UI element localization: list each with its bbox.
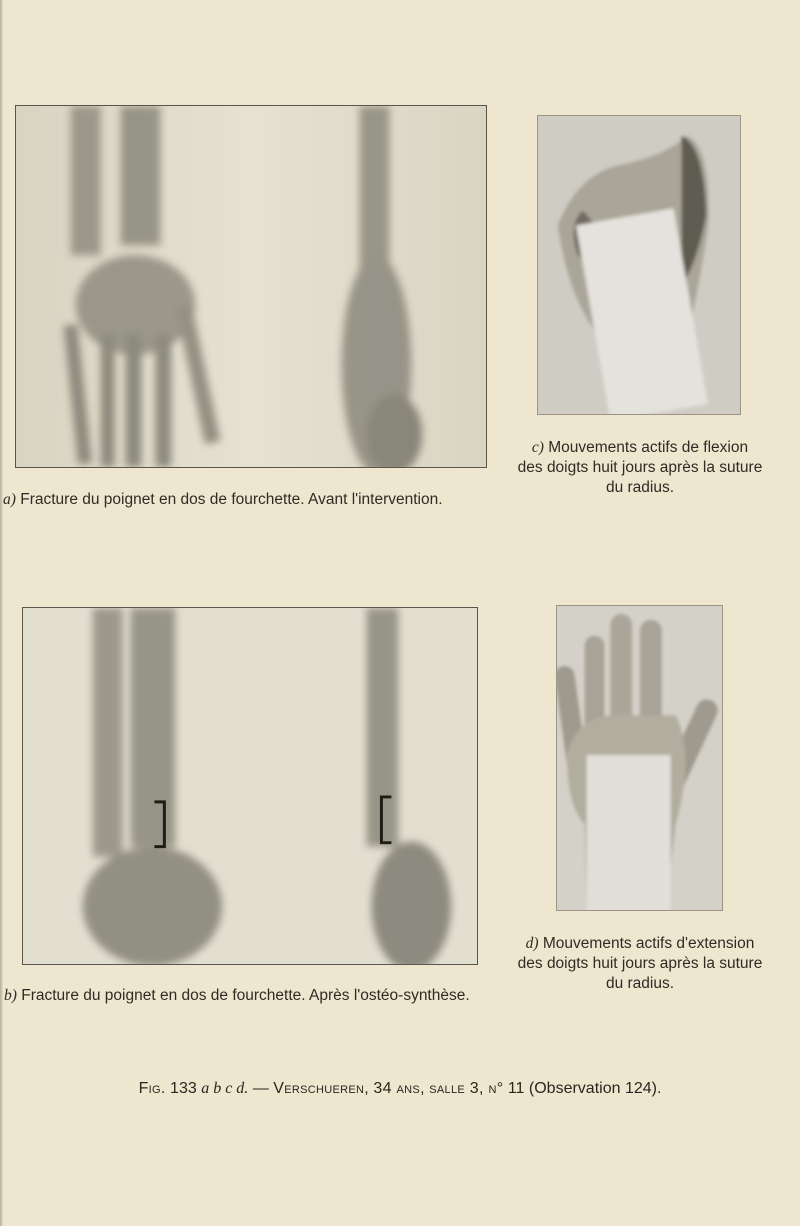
fig-age: 34 ans,	[373, 1080, 425, 1097]
caption-c-line2: des doigts huit jours après la suture	[517, 459, 763, 476]
caption-d-line2: des doigts huit jours après la suture	[517, 955, 763, 972]
xray-plate-b	[22, 607, 478, 965]
fig-letters: a b c d.	[201, 1080, 249, 1097]
fig-observation: (Observation 124).	[528, 1080, 662, 1097]
caption-a	[3, 490, 523, 510]
caption-d	[500, 934, 780, 994]
photo-plate-d	[556, 605, 723, 911]
fig-number: 133	[170, 1080, 197, 1097]
caption-d-line1	[500, 934, 780, 954]
caption-c	[500, 438, 780, 498]
caption-b	[4, 986, 524, 1006]
fig-bed: 11	[507, 1080, 525, 1097]
caption-a-letter: a)	[3, 491, 16, 508]
fig-ward: salle 3, n°	[429, 1080, 504, 1097]
photo-plate-c	[537, 115, 741, 415]
caption-c-line3: du radius.	[605, 479, 675, 496]
xray-plate-a	[15, 105, 487, 468]
caption-b-text: Fracture du poignet en dos de fourchette. Après l'ostéo-synthèse.	[21, 987, 470, 1004]
fig-dash: —	[252, 1080, 269, 1097]
caption-b-letter: b)	[4, 987, 17, 1004]
figure-caption	[0, 1080, 800, 1098]
caption-c-text1: Mouvements actifs de flexion	[548, 439, 749, 456]
caption-c-letter: c)	[531, 439, 544, 456]
caption-d-letter: d)	[525, 935, 539, 952]
fig-author: Verschueren,	[273, 1080, 369, 1097]
fig-label: Fig.	[138, 1080, 166, 1097]
caption-d-text1: Mouvements actifs d'extension	[542, 935, 755, 952]
caption-a-text: Fracture du poignet en dos de fourchette. Avant l'intervention.	[20, 491, 443, 508]
page-edge	[0, 0, 3, 1226]
caption-c-line1	[500, 438, 780, 458]
caption-d-line3: du radius.	[605, 975, 675, 992]
